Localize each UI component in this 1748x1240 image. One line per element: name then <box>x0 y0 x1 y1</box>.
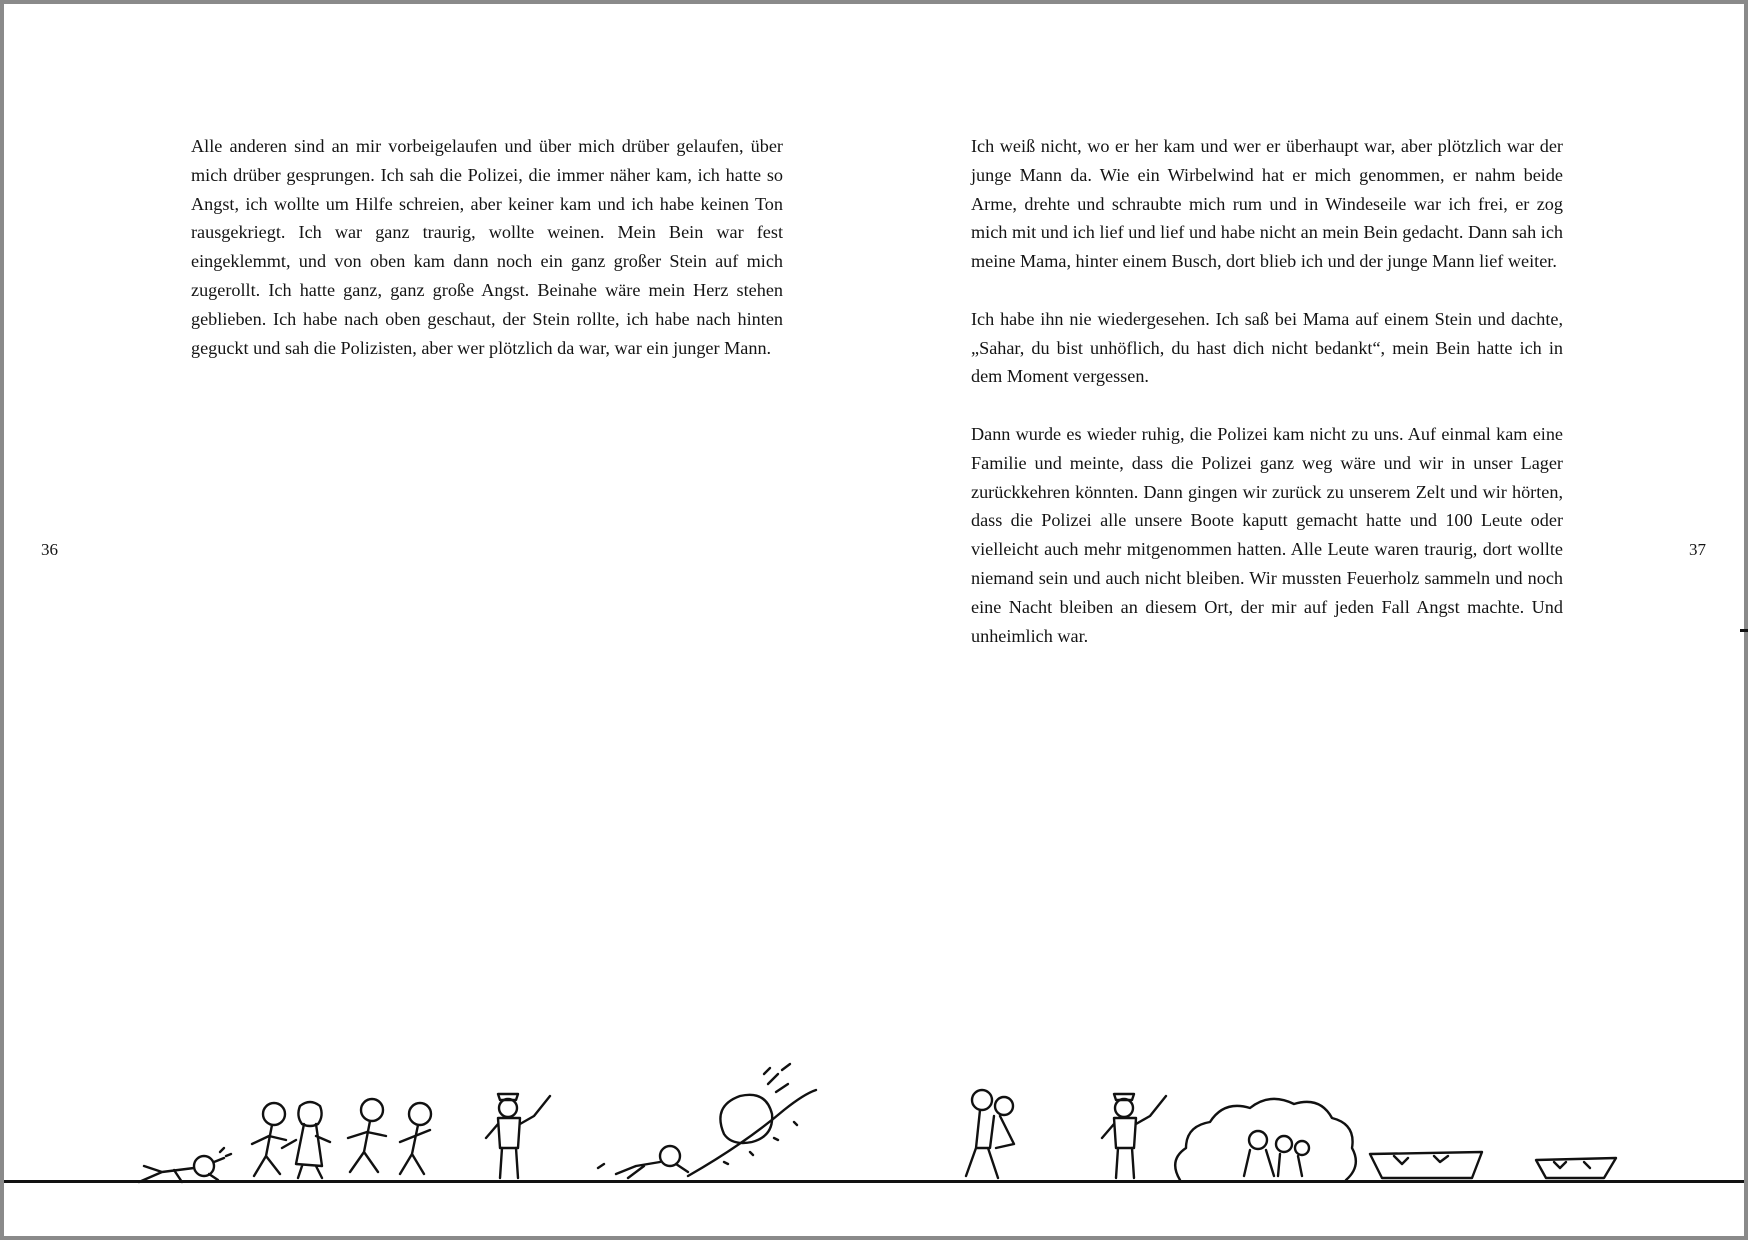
running-person-1 <box>252 1103 286 1176</box>
crop-mark <box>1740 629 1748 632</box>
right-paragraph-2: Ich habe ihn nie wiedergesehen. Ich saß bei Mama auf einem Stein und dachte, „Sahar, du bist unhöflich, du hast dich nicht bedankt“, mein Bein hatte ich in dem Moment vergessen. <box>971 308 1563 387</box>
broken-boat-2 <box>1536 1158 1616 1178</box>
page-number-right: 37 <box>1689 540 1706 559</box>
book-spread <box>4 4 1744 1236</box>
left-paragraph-1: Alle anderen sind an mir vorbeigelaufen und über mich drüber gelaufen, über mich drüber gesprungen. Ich sah die Polizei, die immer näher kam, ich hatte so Angst, ich wollte um Hilfe schreien, aber keiner kam und ich habe keinen Ton rausgekriegt. Ich war ganz traurig, wollte weinen. Mein Bein war fest eingeklemmt, und von oben kam dann noch ein ganz großer Stein auf mich zugerollt. Ich hatte ganz, ganz große Angst. Beinahe wäre mein Herz stehen geblieben. Ich habe nach oben geschaut, der Stein rollte, ich habe nach hinten geguckt und sah die Polizisten, aber wer plötzlich da war, war ein junger Mann. <box>191 136 783 358</box>
right-paragraph-1: Ich weiß nicht, wo er her kam und wer er überhaupt war, aber plötzlich war der junge Mann da. Wie ein Wirbelwind hat er mich genommen, er nahm beide Arme, drehte und schraubte mich rum und in Windeseile war ich frei, er zog mich mit und ich lief und lief und habe nicht an mein Bein gedacht. Dann sah ich meine Mama, hinter einem Busch, dort blieb ich und der junge Mann lief weiter. <box>971 136 1563 272</box>
bush-with-family <box>1175 1099 1356 1180</box>
left-page-text <box>191 132 783 391</box>
man-carrying-child-figure <box>966 1090 1014 1178</box>
police-officer-figure-2 <box>1102 1094 1166 1178</box>
hill-slope <box>688 1090 816 1176</box>
police-officer-figure <box>486 1094 550 1178</box>
page-number-left: 36 <box>41 540 58 559</box>
ground-line <box>4 1180 1744 1183</box>
fallen-child-figure <box>139 1148 231 1182</box>
running-woman-figure <box>282 1102 330 1178</box>
running-person-2 <box>348 1099 386 1172</box>
broken-boat-1 <box>1370 1152 1482 1178</box>
running-person-3 <box>400 1103 431 1174</box>
rolling-stone <box>720 1064 790 1143</box>
right-paragraph-3: Dann wurde es wieder ruhig, die Polizei kam nicht zu uns. Auf einmal kam eine Familie und meinte, dass die Polizei ganz weg wäre und wir in unser Lager zurückkehren könnten. Dann gingen wir zurück zu unserem Zelt und wir hörten, dass die Polizei alle unsere Boote kaputt gemacht hatte und 100 Leute oder vielleicht auch mehr mitgenommen hatten. Alle Leute waren traurig, dort wollte niemand sein und auch nicht bleiben. Wir mussten Feuerholz sammeln und noch eine Nacht bleiben an diesem Ort, der mir auf jeden Fall Angst machte. Und unheimlich war. <box>971 423 1563 646</box>
right-page-text <box>971 132 1563 679</box>
crawling-child-figure <box>598 1146 688 1178</box>
